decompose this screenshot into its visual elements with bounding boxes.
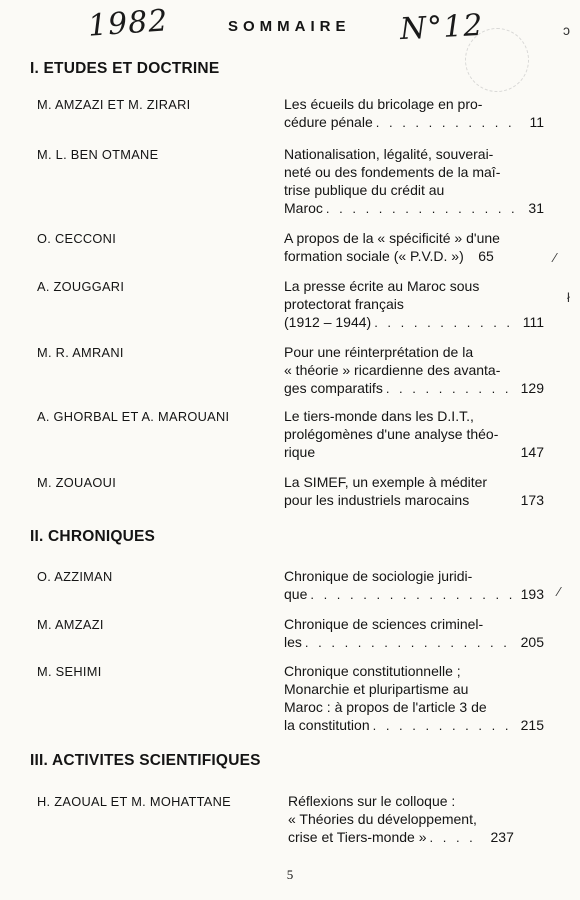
leader-dots [374, 314, 517, 332]
title-line: prolégomènes d'une analyse théo- [284, 426, 499, 442]
title-line: Chronique de sociologie juridi- [284, 568, 473, 584]
entry-title [284, 615, 544, 652]
section-heading: III. ACTIVITES SCIENTIFIQUES [30, 752, 261, 769]
pencil-check-mark: ⁄ [554, 250, 557, 265]
handwritten-year: 1982 [86, 3, 170, 44]
title-line: Les écueils du bricolage en pro- [284, 96, 483, 112]
entry-author: H. ZAOUAL ET M. MOHATTANE [37, 794, 232, 809]
entry-page: 129 [520, 380, 544, 396]
section-heading: II. CHRONIQUES [30, 528, 156, 545]
title-line: neté ou des fondements de la maî- [284, 164, 501, 180]
entry-page: 11 [529, 114, 544, 130]
entry-page: 31 [528, 200, 544, 216]
title-line: rique [284, 444, 316, 460]
entry-author: A. ZOUGGARI [37, 279, 125, 294]
pencil-mark: ł [567, 290, 570, 305]
title-line: Nationalisation, légalité, souverai- [284, 146, 494, 162]
leader-dots [305, 634, 516, 652]
title-line: cédure pénale [284, 114, 373, 130]
title-line: les [284, 634, 302, 650]
handwritten-issue-number: N°12 [399, 7, 485, 48]
page-number: 5 [286, 867, 294, 882]
title-line: « Théories du développement, [288, 811, 477, 827]
entry-page: 65 [478, 248, 494, 264]
title-line: Maroc [284, 200, 323, 216]
title-line: crise et Tiers-monde » [288, 829, 427, 845]
entry-page: 205 [520, 634, 544, 650]
title-line: trise publique du crédit au [284, 182, 445, 198]
entry-author: M. L. BEN OTMANE [37, 147, 159, 162]
title-line: que [284, 586, 308, 602]
entry-page: 173 [520, 492, 544, 508]
page-title: SOMMAIRE [228, 18, 351, 35]
entry-page: 111 [522, 314, 544, 330]
entry-page: 147 [520, 444, 544, 460]
entry-author: O. AZZIMAN [37, 569, 113, 584]
entry-page: 215 [520, 717, 544, 733]
title-line: La presse écrite au Maroc sous [284, 278, 480, 294]
entry-title [284, 567, 544, 604]
title-line: pour les industriels marocains [284, 492, 470, 508]
entry-page: 193 [520, 586, 544, 602]
section-heading: I. ETUDES ET DOCTRINE [30, 60, 220, 77]
entry-title [284, 407, 544, 462]
entry-page: 237 [490, 829, 514, 845]
entry-title [284, 343, 544, 398]
title-line: La SIMEF, un exemple à méditer [284, 474, 488, 490]
entry-title [284, 95, 544, 132]
title-line: Réflexions sur le colloque : [288, 793, 456, 809]
entry-author: M. ZOUAOUI [37, 475, 117, 490]
entry-title [284, 473, 544, 510]
entry-author: M. SEHIMI [37, 664, 102, 679]
title-line: (1912 – 1944) [284, 314, 372, 330]
title-line: Chronique constitutionnelle ; [284, 663, 461, 679]
title-line: Le tiers-monde dans les D.I.T., [284, 408, 474, 424]
entry-author: M. AMZAZI ET M. ZIRARI [37, 97, 191, 112]
entry-author: O. CECCONI [37, 231, 117, 246]
title-line: « théorie » ricardienne des avanta- [284, 362, 501, 378]
margin-mark: ɔ [563, 22, 570, 38]
title-line: A propos de la « spécificité » d'une [284, 230, 500, 246]
leader-dots [310, 586, 515, 604]
title-line: ges comparatifs [284, 380, 383, 396]
leader-dots [373, 717, 516, 735]
title-line: Chronique de sciences criminel- [284, 616, 484, 632]
entry-title [284, 145, 544, 218]
entry-title [288, 792, 552, 847]
entry-author: M. R. AMRANI [37, 345, 124, 360]
leader-dots [376, 114, 517, 132]
title-line: Monarchie et pluripartisme au [284, 681, 469, 697]
entry-title [284, 277, 544, 332]
pencil-check-mark: ⁄ [558, 584, 561, 599]
entry-title [284, 662, 544, 735]
entry-author: A. GHORBAL ET A. MAROUANI [37, 409, 230, 424]
leader-dots [326, 200, 517, 218]
title-line: Maroc : à propos de l'article 3 de [284, 699, 487, 715]
title-line: protectorat français [284, 296, 404, 312]
title-line: la constitution [284, 717, 370, 733]
leader-dots [386, 380, 516, 398]
entry-title [284, 229, 544, 266]
title-line: formation sociale (« P.V.D. ») [284, 248, 464, 264]
library-stamp [465, 28, 529, 92]
title-line: Pour une réinterprétation de la [284, 344, 474, 360]
entry-author: M. AMZAZI [37, 617, 104, 632]
leader-dots [430, 829, 478, 847]
